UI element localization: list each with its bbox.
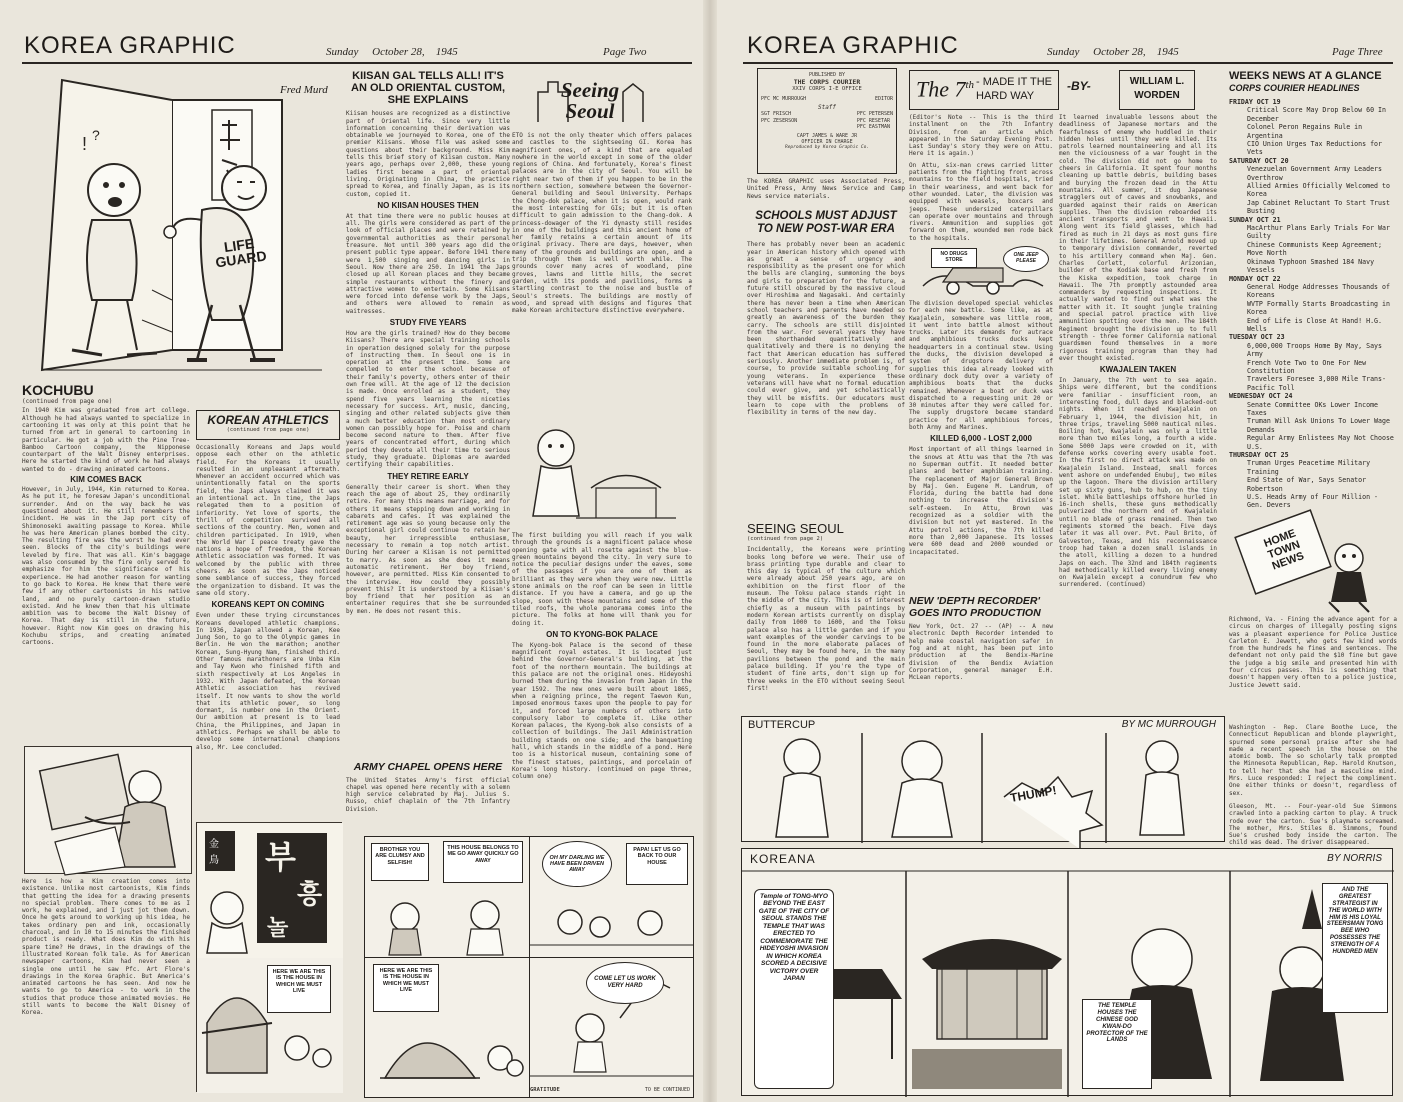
home-town-news-cartoon xyxy=(1229,514,1389,614)
page-label: Page Two xyxy=(603,46,647,58)
news-headline: Truman Will Ask Unions To Lower Wage Demands xyxy=(1247,417,1390,434)
jeep-sign-drugstore: NO DRUGS STORE xyxy=(931,248,977,268)
news-headline: French Vote Two to One For New Constitution xyxy=(1247,358,1367,375)
athletics-continued: (continued from page one) xyxy=(226,427,310,434)
staff-published-by: PUBLISHED BY xyxy=(808,72,846,78)
comic-panel-4 xyxy=(530,958,694,1097)
seventh-title-rest: - MADE IT THE HARD WAY xyxy=(976,76,1052,102)
seeing-seoul-body-2: The first building you will reach if you walk through the grounds is a magnificent palace whose opening gate with all rosette against the blue-green mountains beyond the city. In very sure to notice the peculiar designs under the eaves, some of the passages if you are one of them as brilliant as they were when they were new. Little stone animals on the roof can be seen in little distance. If you have a camera, and go up the slope, soon with these mountains and some of the tiled roofs, the whole panorama comes into the picture. The folks at home will thank you for doing it. xyxy=(512,532,692,627)
news-headline: U.S. Heads Army of Four Million - Gen. Devers xyxy=(1247,493,1379,510)
news-headline: Jap Cabinet Reluctant To Start Trust Busting xyxy=(1247,198,1390,216)
schools-body: There has probably never been an academic year in American history which opened with as great a sense of urgency and responsibility as the present one for which the bells are clanging, summoning the boys and girls to preparation for the future, a future still obscured by the massive cloud over Hiroshima and Nagasaki. And certainly there has never been a time when American school teachers and parents have needed so greatly an awareness of the burden they carry. The schools are still disjointed from the war. For several years they have been shorthanded quantitatively and qualitatively and there is no denying the fact that American education has suffered seriously. Another immediate problem is, of course, to provide suitable schooling for young veterans. In experience these veterans will have what no formal education could ever give, and yet scholastically they will be misfits. Our educators must learn to cope with the problems of flexibility in terms of the new day. xyxy=(747,241,905,417)
kiisan-sub-2: STUDY FIVE YEARS xyxy=(389,318,467,327)
lifeguard-cartoon xyxy=(22,70,342,380)
cartoon-signature: Fred Murd xyxy=(280,84,328,96)
schools-article xyxy=(747,210,905,520)
comic-bubble-3: HERE WE ARE THIS IS THE HOUSE IN WHICH WE MUST LIVE xyxy=(373,964,439,1012)
svg-text:부: 부 xyxy=(265,838,296,876)
athletics-title-box xyxy=(196,410,340,440)
staff-name: PFC PETERSEN xyxy=(856,111,893,117)
buttercup-sfx: THUMP! xyxy=(1009,783,1058,805)
seeing-seoul-cont-title: SEEING SEOUL xyxy=(747,521,844,536)
athletics-body-2: Even under these trying circumstances Koreans developed athletic champions. In 1936, Japan allowed a Korean, Kee Jung Son, to go to the Olympic games in Berlin. He won the marathon; another Korean, Sung-Hyung Nam, finished third. Other famous marathoners are Unba Kim and Tay Kwon who finished fifth and sixth respectively at Los Angeles in 1932. With Japan defeated, the Korean Athletic association has revived itself. It now wants to show the world that its athletic power, so long dormant, is number one in the Orient. Our ambition at present is to lead China, the Philippines, and Japan in athletics. Perhaps we shall be able to develop some international champions also, Mr. Lee concluded. xyxy=(196,612,340,751)
seventh-editor-note: (Editor's Note -- This is the third installment on the 7th Infantry Division, from an article which appeared in the Saturday Evening Post. Last Sunday's story they were on Attu. Here it is again.) xyxy=(909,114,1053,158)
weeks-news-title: WEEKS NEWS AT A GLANCE xyxy=(1229,70,1382,82)
staff-corps: XXIV CORPS I-E OFFICE xyxy=(792,86,862,92)
svg-text:金: 金 xyxy=(209,839,219,850)
kochubu-subhead: KIM COMES BACK xyxy=(70,475,142,485)
kyong-bok-subhead: ON TO KYONG-BOK PALACE xyxy=(546,629,658,639)
depth-recorder-title: NEW 'DEPTH RECORDER' GOES INTO PRODUCTION xyxy=(909,595,1041,619)
seeing-seoul-logo-text: Seeing Seoul xyxy=(560,78,620,123)
folktale-bubble-house: HERE WE ARE THIS IS THE HOUSE IN WHICH WE MUST LIVE xyxy=(267,965,331,1013)
news-headline: Allied Armies Officially Welcomed to Korea xyxy=(1247,182,1390,199)
home-town-p2: Washington - Rep. Clare Boothe Luce, the Connecticut Republican and blonde playwright, spurned some personal praise after she had made a recent speech in the house on the atomic bomb. The so scholarly talk prompted the Minnesota Republican, Rep. Harold Knutson, to tell her that she had a masculine mind. Mrs. Luce responded: I reject the compliment. One either thinks or doesn't, regardless of sex. xyxy=(1229,724,1397,797)
staff-officer-role: OFFICER IN CHARGE xyxy=(801,138,853,145)
comic-panel-3 xyxy=(365,958,530,1097)
masthead-rule-right xyxy=(743,62,1393,64)
seventh-col2-subhead: KWAJALEIN TAKEN xyxy=(1099,365,1177,375)
page-label-right: Page Three xyxy=(1332,46,1383,58)
home-town-news-sign: HOME TOWN NEWS xyxy=(1262,527,1306,573)
news-day-heading: SUNDAY OCT 21 xyxy=(1229,215,1281,224)
seventh-author: WILLIAM L. WORDEN xyxy=(1129,76,1185,101)
news-day-heading: FRIDAY OCT 19 xyxy=(1229,97,1281,106)
comic-bubble-4: COME LET US WORK VERY HARD xyxy=(586,962,664,1004)
seventh-title-box xyxy=(909,70,1059,110)
army-chapel-article xyxy=(346,762,510,826)
svg-text:鳥: 鳥 xyxy=(209,855,219,866)
kiisan-body-1: Kiisan houses are recognized as a distinctive part of Oriental life. Since very little information concerning their derivation was obtainable we journeyed to Korea, one of the premier Kiisans. Whose file was asked some questions about their background. Miss Kim tells this brief story of Kiisan custom. Many years ago, perhaps over 2,000, these young ladies first became a part of oriental living. Originating in China, the practice spread to Korea, and finally Japan, as is its custom, copied it. xyxy=(346,110,510,198)
seventh-body-1: On Attu, six-man crews carried litter patients from the fighting front across mountains to the field hospitals, tried in their weariness, and went back for other wounded. Later, the division was equipped with weasels, boxcars and jeeps. These undersized caterpillars can operate over mountains and through rivers. Ammunition and supplies got forward on them, wounded men rode back to the hospitals. xyxy=(909,161,1053,242)
news-headline: End State of War, Says Senator Robertson xyxy=(1247,476,1367,493)
seeing-seoul-article-2 xyxy=(512,532,692,832)
masthead-rule xyxy=(22,62,692,64)
buttercup-byline: BY MC MURROUGH xyxy=(1121,719,1216,730)
news-headline: Senate Committee OKs Lower Income Taxes xyxy=(1247,400,1379,418)
koreana-strip xyxy=(741,848,1393,1096)
lifeguard-cartoon-drawing xyxy=(22,70,342,380)
seventh-col1-top xyxy=(909,114,1053,242)
koreana-panel-1-text: Temple of TONG-MYO BEYOND THE EAST GATE OF THE CITY OF SEOUL STANDS THE TEMPLE THAT WAS ERECTED TO COMMEMORATE THE HIDEYOSHI INVASION IN WHICH KOREA SCORED A DECISIVE VICTORY OVER JAPAN xyxy=(754,889,834,1089)
kiisan-title: KIISAN GAL TELLS ALL! IT'S AN OLD ORIENTAL CUSTOM, SHE EXPLAINS xyxy=(351,70,505,107)
kochubu-body-1: In 1940 Kim was graduated from art college. Although he had always wanted to specialize in cartooning it was only at this point that he turned from art in general to cartooning in particular. He got a job with the Pine Tree-Bamboo Cartoon company, the Nipponese counterpart of the Walt Disney enterprises. Here he started the kind of work he had always wanted to do - drawing animated cartoons. xyxy=(22,407,190,473)
kochubu-title: KOCHUBU xyxy=(22,382,94,398)
buttercup-strip xyxy=(741,716,1225,842)
korean-folktale-cartoon xyxy=(196,822,342,1092)
kiisan-article xyxy=(346,70,510,760)
athletics-body-1: Occasionally Koreans and Japs would oppose each other on the athletic field. For the Koreans it usually resulted in an unpleasant aftermath. Whenever an accident occurred which was unintentionally fatal on the sports field, the Japs always claimed it was an intentional act. In time, the Japs relegated them to a position of inferiority. Yet love of sports, the thrill of competition survived all sections of the country. Men, women and children participated. In 1919, when the World War I peace treaty gave the nations a hope of freedom, the Korean Athletic association was formed. It was welcomed by the public with three cheers. As soon as the Japs noticed some semblance of success, they forced the organization to disband. It was the same old story. xyxy=(196,444,340,597)
kochubu-caption xyxy=(22,878,190,1098)
staff-editor-role: EDITOR xyxy=(874,96,893,102)
center-fold xyxy=(703,0,717,1102)
staff-unit: THE CORPS COURIER xyxy=(793,78,861,86)
svg-text:놀: 놀 xyxy=(267,916,289,941)
staff-name: PFC ZESERSON xyxy=(761,117,798,124)
comic-bubble-2b: PAPA! LET US GO BACK TO OUR HOUSE xyxy=(626,843,688,885)
kochubu-caption-text: Here is how a Kim creation comes into existence. Unlike most cartoonists, Kim finds that getting the idea for a drawing presents no special problem. There comes to me as I work, he explained, and I just jot them down. Once he gets around to working up his idea, he takes ordinary pen and ink, occasionally charcoal, and in 10 to 15 minutes the finished product is ready. What does Kim do with his spare time? He draws, in the drawings of the illustrated Korean folk tale. As for American newspaper cartoons, Kim had never seen a single one until he saw Pfc. Art Flore's drawings in the Korea Graphic. But America's animated cartoons he has seen. And now he wants to go to America - to work in the studios that produce those animated movies. He still wants to become the Walt Disney of Korea. xyxy=(22,878,190,1017)
news-day-heading: MONDAY OCT 22 xyxy=(1229,274,1281,283)
news-headline: 6,000,000 Troops Home By May, Says Army xyxy=(1247,341,1382,359)
kochubu-continued: (continued from page one) xyxy=(22,398,113,406)
depth-recorder-body: New York, Oct. 27 -- (AP) -- A new electronic Depth Recorder intended to help make coastal navigation safer in fog and at night, has been put into production at the Bendix-Marine division of the Bendix Aviation Corporation, general manager E.H. McLean reports. xyxy=(909,623,1053,682)
news-headline: Travelers Foresee 3,000 Mile Trans-Pacific Toll xyxy=(1247,375,1386,392)
masthead: KOREA GRAPHIC xyxy=(24,32,236,59)
depth-recorder-article xyxy=(909,596,1053,714)
home-town-p1: Richmond, Va. - Fining the advance agent for a circus on charges of illegally posting signs was a pleasant experience for Police Justice Carleton E. Jewett, who gets few kind words from the hundreds he fines and sentences. The defendant not only paid the $10 fine but gave the judge a big smile and presented him with four circus passes. This is something that doesn't happen very often to a police justice, Justice Jewett said. xyxy=(1229,616,1397,689)
seventh-col2 xyxy=(1059,114,1217,714)
staff-officer-name: CAPT JAMES & WARE JR xyxy=(796,132,858,139)
weeks-news-subtitle: CORPS COURIER HEADLINES xyxy=(1229,83,1360,94)
army-chapel-title: ARMY CHAPEL OPENS HERE xyxy=(353,761,503,773)
news-day-heading: WEDNESDAY OCT 24 xyxy=(1229,392,1293,401)
news-headline: Chinese Communists Keep Agreement; Move North xyxy=(1247,240,1382,258)
athletics-title: KOREAN ATHLETICS xyxy=(207,413,329,427)
news-headline: General Hodge Addresses Thousands of Koreans xyxy=(1247,282,1390,300)
seeing-seoul-cont-continued: (continued from page 2) xyxy=(747,536,824,543)
seventh-col2-p2: In January, the 7th went to sea again. Ships were different, but the conditions were familiar - insufficient room, an interesting food, dull days and blacked-out nights. When it reached Kwajalein on February 1, 1944, the division hit, in three trips, traveling 5000 nautical miles. Boiling hot, Kwajalein was only a little more than two miles long, a fourth a wide. Some 5000 Japs were crowded on it, with defense works covering every usable foot. In the first no direct attack was made on Kwajalein Island. Instead, small forces went ashore on undefended Enubuj, two miles up the lagoon. There the division artillery set up sixty guns, hub to hub, on the tiny islet. While battleships offshore hurled in 16-inch shells, these guns methodically pulverized the northern end of Kwajalein until no blade of grass remained. Then two regiments stormed the beach. Five days later it was all over. Pvt. Paul Brito, of Galveston, Texas, and his reconnaissance troop had taken a dozen small islands in the atoll, killing a dozen to a hundred Japs on each. The 32nd and 184th regiments had methodically killed every living enemy on Kwajalein except a conundrum few who surrendered. (continued) xyxy=(1059,377,1217,589)
svg-text:흥: 흥 xyxy=(297,880,323,910)
staff-box xyxy=(757,68,897,174)
jeep-cartoon xyxy=(913,246,1053,296)
jeep-sign-one-jeep: ONE JEEP PLEASE xyxy=(1003,246,1049,272)
seventh-title-prefix: The 7th xyxy=(916,76,975,102)
news-headline: Truman Urges Peacetime Military Training xyxy=(1247,459,1371,476)
staff-label: Staff xyxy=(817,104,837,111)
news-headline: MacArthur Plans Early Trials For War Guilty xyxy=(1247,224,1390,241)
staff-name: PFC RESETAR xyxy=(856,117,890,124)
schools-title: SCHOOLS MUST ADJUST TO NEW POST-WAR ERA xyxy=(755,210,897,235)
staff-names xyxy=(761,111,893,131)
services-text: The KOREA GRAPHIC uses Associated Press, United Press, Army News Service and Camp News service materials. xyxy=(747,178,905,200)
gratitude-comic-strip xyxy=(364,836,694,1098)
seventh-subhead: KILLED 6,000 - LOST 2,000 xyxy=(930,434,1032,444)
masthead-right: KOREA GRAPHIC xyxy=(747,32,959,59)
seeing-seoul-body-3: The Kyong-bok Palace is the second of these magnificent royal estates. It is located just behind the Governor-General's building, at the foot of the northern mountain. The buildings at this palace are not the original ones. Hideyoshi burned them during the invasion from Japan in the year 1592. The new ones were built about 1865, when a reigning prince, the regent Taewon Kun, imposed enormous taxes upon the people to pay for it, and forced large numbers of others into compulsory labor to complete it. Like other Korean palaces, the Kyong-bok also consists of a collection of buildings. The Jail Administration building stands on one side; and the banqueting hall, which stands in the middle of a pond. Here too is a historical museum, containing some of the finest statues, paintings, and porcelain of Korea's long history. (continued on page three, column one) xyxy=(512,641,692,781)
staff-name: SGT FRISCH xyxy=(761,111,792,117)
svg-text:?: ? xyxy=(92,127,100,143)
news-headline: End of Life is Close At Hand! H.G. Wells xyxy=(1247,316,1382,333)
kiisan-body-2: At that time there were no public houses at all. The girls were considered as part of the look of official places and were retained by governmental authorities as their personal treasure. Not until 300 years ago did the present public type appear. Before 1941 there were 1,500 singing and dancing girls in Seoul. Now there are 250. In 1941 the Japs closed up all Korean places and they became simple restaurants without the finery and attractive women to entertain. Some Kiisans were forced into defense work by the Japs, and others were allowed to remain as waitresses. xyxy=(346,212,510,315)
home-town-news-col-2 xyxy=(1229,724,1397,847)
comic-bubble-2a: OH MY DARLING WE HAVE BEEN DRIVEN AWAY xyxy=(542,841,612,887)
services-note xyxy=(747,178,905,208)
news-headline: CIO Union Urges Tax Reductions for Vets xyxy=(1247,140,1382,157)
comic-panel-2 xyxy=(530,837,694,958)
staff-name: PFC EASTMAN xyxy=(856,124,890,130)
athletics-subhead: KOREANS KEPT ON COMING xyxy=(211,600,325,610)
buttercup-title: BUTTERCUP xyxy=(748,719,816,731)
lifeguard-shirt-text: LIFE GUARD xyxy=(214,235,268,271)
news-headline: Regular Army Enlistees May Not Choose U.S. xyxy=(1247,434,1394,451)
koreana-panel-4-text: AND THE GREATEST STRATEGIST IN THE WORLD WITH HIM IS HIS LOYAL STEERSMAN TONG BEE WHO POSSESSES THE STRENGTH OF A HUNDRED MEN xyxy=(1322,883,1388,1013)
news-day-heading: TUESDAY OCT 23 xyxy=(1229,333,1285,342)
news-day-heading: THURSDAY OCT 25 xyxy=(1229,451,1289,460)
home-town-p3: Gleeson, Mt. -- Four-year-old Sue Simmons crawled into a packing carton to play. A truck rode over the carton. Sue's playmate screamed. The mother, Mrs. Stiles B. Simmons, found Sue's crushed body inside the carton. The child was dead. The driver disappeared. xyxy=(1229,802,1397,847)
kiisan-sub-1: NO KIISAN HOUSES THEN xyxy=(377,200,479,210)
army-chapel-body: The United States Army's first official chapel was opened here recently with a solemn high service celebrated by Maj. Julius S. Russo, chief chaplain of the 7th Infantry Division. xyxy=(346,776,510,813)
comic-bubble-1a: BROTHER YOU ARE CLUMSY AND SELFISH! xyxy=(371,843,429,881)
dateline-right: Sunday October 28, 1945 xyxy=(1047,46,1179,58)
weeks-news xyxy=(1229,70,1397,510)
home-town-news-col xyxy=(1229,616,1397,722)
news-headline: Colonel Peron Regains Rule in Argentina xyxy=(1247,123,1363,140)
athletics-article xyxy=(196,444,340,816)
kochubu-article xyxy=(22,383,190,743)
weeks-news-list xyxy=(1229,98,1397,510)
seeing-seoul-article xyxy=(512,132,692,414)
news-headline: Critical Score May Drop Below 60 In December xyxy=(1247,106,1386,123)
kiisan-body-3: How are the girls trained? How do they become Kiisans? There are special training schools in operation designed solely for the purpose of instructing them. In Seoul one is in operation at the present time. Some are compelled to enter the school because of their family's poverty, others enter of their own free will. At the age of 12 the decision is made. Once enrolled as a student, they spend five years learning the niceties necessary for success. Art, music, dancing, singing and other related subjects give them a much better education than most ordinary women can possibly hope for. Poise and charm become second nature to them. After five years of concentrated effort, during which period they devote all their time to serious study, they graduate. Diplomas are awarded certifying their capabilities. xyxy=(346,330,510,469)
comic-panel-1 xyxy=(365,837,530,958)
koreana-panel-3-text: THE TEMPLE HOUSES THE CHINESE GOD KWAN-DO PROTECTOR OF THE LANDS xyxy=(1082,999,1152,1089)
staff-editor-row xyxy=(761,96,893,102)
svg-text:!: ! xyxy=(82,134,88,154)
dateline: Sunday October 28, 1945 xyxy=(326,46,458,58)
palace-figure-sketch xyxy=(516,418,686,530)
seeing-seoul-body-1: ETO is not the only theater which offers palaces and castles to the sightseeing GI. Korea has magnificent ones, of a kind that are equaled nowhere in the world except in some of the older regions of China. And fortunately, Korea's finest palaces are in the city of Seoul. You will be right near two of them if you happen to be in the northern section, somewhere between the Governor-General building and Seoul University. Perhaps the Chong-dok palace, when it is open, would rank the most interesting for GIs; but it is often difficult to gain admission to the Chang-dok. A princess-dowager of the Yi dynasty still resides in one of the buildings and this ancient home of her family retains a certain amount of its original privacy. There are days, however, when many of the grounds and buildings are open, and a trip through them is well worth while. The grounds cover many acres of woodland, pine groves, lawns and little hills, the secret garden, with its ponds and pavilions, forms a startling contrast to the noise and bustle of Seoul's streets. The buildings are mostly of wood, and spread with designs and figures that make Korean architecture distinctive everywhere. xyxy=(512,132,692,315)
page-three xyxy=(717,0,1403,1102)
staff-editor-name: PFC MC MURROUGH xyxy=(761,96,807,102)
kim-drawing-photo xyxy=(24,746,192,874)
news-day-heading: SATURDAY OCT 20 xyxy=(1229,156,1289,165)
seventh-col2-p1: It learned invaluable lessons about the deadliness of Japanese mortars and the fearfulness of enemy who huddled in their hidden holes until they were killed. Its patrols learned mountaineering and all its men the viciousness of a war fought in the cold. The division did not go home to cheers in California. It spent four months cleaning up battle debris, building bases and burying the frozen dead in the Attu mountains. All summer, it dug Japanese stragglers out of caves and snowbanks, and guarded against their raids on American supplies. Then the division reboarded its ancient transports and went to Hawaii. Along went its field glasses, which had fired as much in 21 days as most guns fire in their lifetimes. General Arnold moved up to temporary division commander, reverted to his artillery command when Maj. Gen. Charles Corlett, colorful Arizonian, builder of the Kodiak base and fresh from the Kiska expedition, took charge in Hawaii. The 7th promptly astounded area commanders by requesting inspections. It actually wanted to find out what was the matter with it. It sought jungle training and special patrol practice with live ammunition spotting over the men. The 184th Regiment brought the division up to full strength - three former California national guardsmen found themselves in a more rigorous training program than they had ever thought existed. xyxy=(1059,114,1217,362)
news-headline: Okinawa Typhoon Smashed 184 Navy Vessels xyxy=(1247,257,1375,275)
kiisan-sub-3: THEY RETIRE EARLY xyxy=(387,471,469,481)
comic-footer-gratitude: GRATITUDE xyxy=(530,1087,560,1093)
seventh-by: -BY- xyxy=(1067,79,1091,93)
seeing-seoul-cont-body: Incidentally, the Koreans were printing books long before we were. Their use of brass printing type durable and clear to this day is typical of the culture which were already about 250 years ago, are on exhibition on the first floor of the museum. The Toksu palace stands right in the middle of the city. This is of interest chiefly as a museum with paintings by modern Korean artists currently on display daily from 1000 to 1600, and the Toksu palace also has a little garden and if you want examples of the wonder carvings to be found in the more elaborate palaces of Seoul, they may be found here, in the many pavilions between the pond and the main palace building. If you're the type of student of fine arts, don't sign up for three weeks in the ETO without seeing Seoul first! xyxy=(747,546,905,692)
kiisan-body-4: Generally their career is short. When they reach the age of about 25, they ordinarily retire. For many this means marriage, and for others it means stepping down and working in cabarets and cafes. It was explained the retirement age was so young because only the exceptional girl could continue to retain her beauty, her irrepressible enthusiasm, necessary to remain a top notch artist. During her career a Kiisan is not permitted to marry. As soon as she does it means automatic retirement. Her boy friend, however, are permitted. Miss Kim consented to the interview. How could they possibly prevent this? It is understood by a Kiisan's boy friend that her position as an entertainer requires that she be surrounded by men. He does not resent this. xyxy=(346,483,510,615)
kochubu-body-2: However, in July, 1944, Kim returned to Korea. As he put it, he foresaw Japan's unconditional surrender. And on the way back he was questioned about it. He still remembers the incident. He was in the Jap port city of Shimonoseki awaiting passage to Korea. While he was here American planes bombed the city. The resulting fire was the worst he had ever seen. Blocks of the city's buildings were leveled by fire. That was all. Kim's baggage was also consumed by the fire only served to emphasize for him the significance of his experience. He had another reason for wanting to go back to Korea. He knew that there were few if any other cartoonists in his native land, and no purely cartoon-drawn studio existed. And he knew then that his ultimate ambition was to become the Walt Disney of Korea. That day is still in the future, however. Right now Kim goes on drawing his Kochubu strips, and creating animated cartoons. xyxy=(22,486,190,647)
author-box xyxy=(1119,70,1195,110)
koreana-title: KOREANA xyxy=(750,852,816,866)
seeing-seoul-continued xyxy=(747,522,905,712)
news-headline: Venezuelan Government Army Leaders Overthrow xyxy=(1247,165,1382,182)
news-headline: WVTP Formally Starts Broadcasting in Korea xyxy=(1247,299,1390,317)
seeing-seoul-logo xyxy=(528,72,648,128)
comic-bubble-1b: THIS HOUSE BELONGS TO ME GO AWAY QUICKLY GO AWAY xyxy=(443,841,523,883)
seventh-body-2: The division developed special vehicles for each new battle. Some like, as at Kwajalein, somewhere was little room, it went into battle almost without trucks. Later its demands for autrace and amphibious trucks ducks kept headquarters in a continual stew. Using the ducks, the division developed a system of drugstore delivery of supplies this idea already looked with ordinary dock duty over a variety of amphibious boats that the ducks remained. Whenever a boat or duck was dispatched to a requesting unit 20 or 30 minutes after they were called for. The supply drugstore became standard practice for all amphibious forces, both Army and Marines. xyxy=(909,300,1053,432)
koreana-byline: BY NORRIS xyxy=(1327,853,1382,864)
staff-note: Reproduced by Korea Graphic Co. xyxy=(785,144,869,150)
seventh-body-3: Most important of all things learned in the snows at Attu was that the 7th was no Superman outfit. It needed better plans and better amphibian training. The replacement of Major General Brown by Maj. Gen. Eugene M. Landrum, of Florida, during the battle had done nothing to increase the division's self-esteem. In Attu, Brown was recognized as a soldier with the division but not yet mastered. In the Attu petrol actions, the 7th killed more than 2,000 Japanese. Its losses were 600 dead and 2000 wounded or incapacitated. xyxy=(909,446,1053,556)
comic-footer-continued: TO BE CONTINUED xyxy=(644,1087,690,1093)
